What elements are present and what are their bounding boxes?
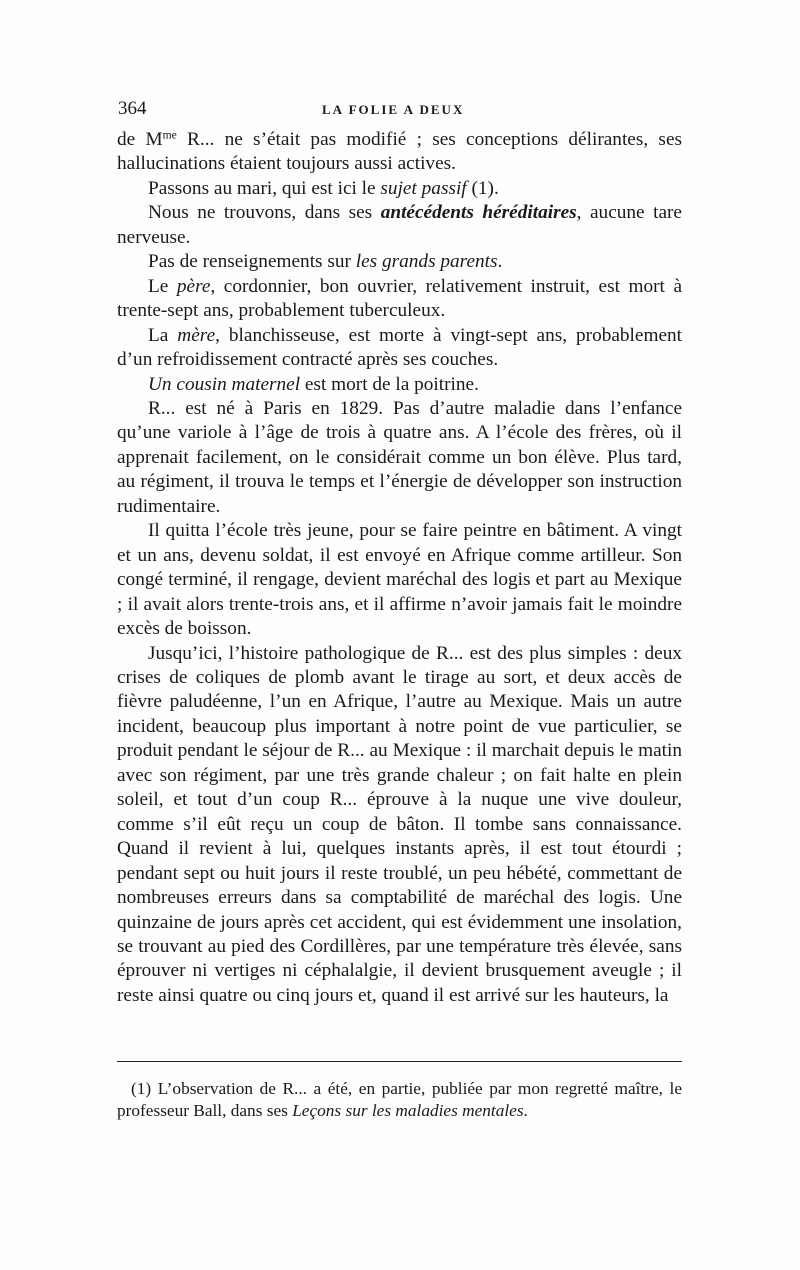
paragraph: Passons au mari, qui est ici le sujet passif (1). [148, 177, 499, 199]
paragraph: de $M^{me}$ R... ne s’était pas modifié ; ses conceptions délirantes, ses hallucinations étaient toujours aussi actives. [117, 128, 682, 175]
page-number: 364 [118, 98, 147, 119]
paragraph: Jusqu’ici, l’histoire pathologique de R... est des plus simples : deux crises de coliques de plomb avant le tirage au sort, et deux accès de fièvre paludéenne, l’un en Afrique, l’autre au Mexique. Mais un autre incident, beaucoup plus important à notre point de vue particulier, se produit pendant le séjour de R... au Mexique : il marchait depuis le matin avec son régiment, par une très grande chaleur ; on fait halte en plein soleil, et tout d’un coup R... éprouve à la nuque une vive douleur, comme s’il eût reçu un coup de bâton. Il tombe sans connaissance. Quand il revient à lui, quelques instants après, il est tout étourdi ; pendant sept ou huit jours il reste troublé, un peu hébété, commettant de nombreuses erreurs dans sa comptabilité de maréchal des logis. Une quinzaine de jours après cet accident, qui est évidemment une insolation, se trouvant au pied des Cordillères, par une température très élevée, sans éprouver ni vertiges ni céphalalgie, il devient brusquement aveugle ; il reste ainsi quatre ou cinq jours et, quand il est arrivé sur les hauteurs, la [117, 642, 682, 1006]
footnote-rule [117, 1061, 682, 1062]
paragraph: Pas de renseignements sur les grands parents. [148, 251, 503, 273]
paragraph: Nous ne trouvons, dans ses antécédents héréditaires, aucune tare nerveuse. [117, 202, 682, 248]
footnote-text: (1) L’observation de R... a été, en partie, publiée par mon regretté maître, le professeur Ball, dans ses Leçons sur les maladies mentales. [117, 1079, 682, 1120]
paragraph: Un cousin maternel est mort de la poitrine. [148, 373, 479, 395]
main-text [117, 128, 682, 1008]
paragraph: R... est né à Paris en 1829. Pas d’autre maladie dans l’enfance qu’une variole à l’âge de trois à quatre ans. A l’école des frères, où il apprenait facilement, on le considérait comme un bon élève. Plus tard, au régiment, il trouva le temps et l’énergie de développer son instruction rudimentaire. [117, 397, 682, 517]
paragraph: La mère, blanchisseuse, est morte à vingt-sept ans, probablement d’un refroidissement contracté après ses couches. [117, 324, 683, 371]
running-title: LA FOLIE A DEUX [322, 102, 465, 117]
footnote [117, 1078, 682, 1122]
page-header [118, 98, 680, 122]
paragraph: Il quitta l’école très jeune, pour se faire peintre en bâtiment. A vingt et un ans, devenu soldat, il est envoyé en Afrique comme artilleur. Son congé terminé, il rengage, devient maréchal des logis et part au Mexique ; il avait alors trente-trois ans, et il affirme n’avoir jamais fait le moindre excès de boisson. [117, 520, 682, 640]
paragraph: Le père, cordonnier, bon ouvrier, relativement instruit, est mort à trente-sept ans, probablement tuberculeux. [117, 275, 683, 322]
